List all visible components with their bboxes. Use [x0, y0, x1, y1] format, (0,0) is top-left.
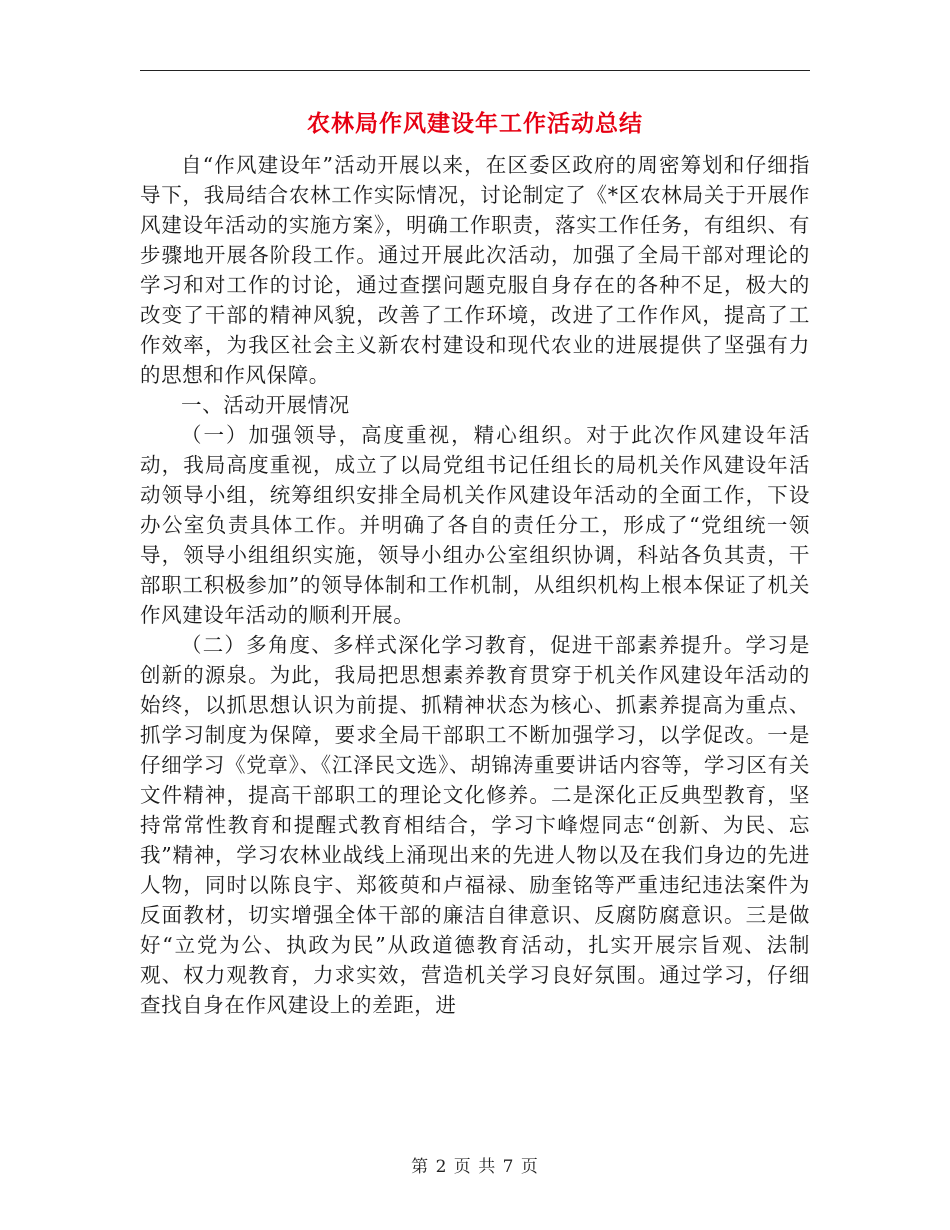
section-heading: 一、活动开展情况 [181, 393, 350, 417]
document-body [140, 150, 810, 1020]
page-number-footer: 第 2 页 共 7 页 [411, 1157, 539, 1177]
section-paragraph-1: （一）加强领导，高度重视，精心组织。对于此次作风建设年活动，我局高度重视，成立了以局党组书记任组长的局机关作风建设年活动领导小组，统筹组织安排全局机关作风建设年活动的全面工作，下设办公室负责具体工作。并明确了各自的责任分工，形成了“党组统一领导，领导小组组织实施，领导小组办公室组织协调，科站各负其责，干部职工积极参加”的领导体制和工作机制，从组织机构上根本保证了机关作风建设年活动的顺利开展。 [140, 423, 810, 627]
header-rule [140, 70, 810, 71]
intro-paragraph: 自“作风建设年”活动开展以来，在区委区政府的周密筹划和仔细指导下，我局结合农林工作实际情况，讨论制定了《*区农林局关于开展作风建设年活动的实施方案》，明确工作职责，落实工作任务，有组织、有步骤地开展各阶段工作。通过开展此次活动，加强了全局干部对理论的学习和对工作的讨论，通过查摆问题克服自身存在的各种不足，极大的改变了干部的精神风貌，改善了工作环境，改进了工作作风，提高了工作效率，为我区社会主义新农村建设和现代农业的进展提供了坚强有力的思想和作风保障。 [140, 153, 810, 387]
document-title: 农林局作风建设年工作活动总结 [307, 110, 643, 137]
section-paragraph-2: （二）多角度、多样式深化学习教育，促进干部素养提升。学习是创新的源泉。为此，我局把思想素养教育贯穿于机关作风建设年活动的始终，以抓思想认识为前提、抓精神状态为核心、抓素养提高为重点、抓学习制度为保障，要求全局干部职工不断加强学习，以学促改。一是仔细学习《党章》、《江泽民文选》、胡锦涛重要讲话内容等，学习区有关文件精神，提高干部职工的理论文化修养。二是深化正反典型教育，坚持常常性教育和提醒式教育相结合，学习卞峰煜同志“创新、为民、忘我”精神，学习农林业战线上涌现出来的先进人物以及在我们身边的先进人物，同时以陈良宇、郑筱萸和卢福禄、励奎铭等严重违纪违法案件为反面教材，切实增强全体干部的廉洁自律意识、反腐防腐意识。三是做好“立党为公、执政为民”从政道德教育活动，扎实开展宗旨观、法制观、权力观教育，力求实效，营造机关学习良好氛围。通过学习，仔细查找自身在作风建设上的差距，进 [140, 633, 810, 1017]
